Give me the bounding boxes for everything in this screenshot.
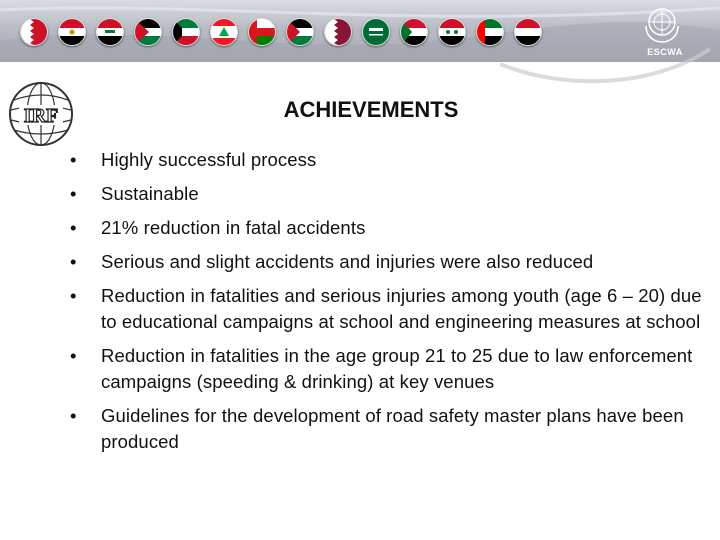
list-item — [70, 215, 710, 241]
escwa-label: ESCWA — [647, 47, 683, 57]
uae-flag — [476, 18, 504, 46]
yemen-flag — [514, 18, 542, 46]
bullet-marker: • — [70, 345, 77, 366]
list-item — [70, 283, 710, 335]
bullet-marker: • — [70, 149, 77, 170]
kuwait-flag — [172, 18, 200, 46]
list-item — [70, 147, 710, 173]
egypt-flag — [58, 18, 86, 46]
achievements-list — [70, 147, 710, 463]
irf-logo-text: IRF — [23, 105, 59, 127]
banner-swoosh-decoration — [500, 44, 720, 94]
un-emblem-icon — [640, 4, 684, 44]
list-item-text: Reduction in fatalities in the age group 21 to 25 due to law enforcement campaigns (speeding & drinking) at key venues — [101, 345, 693, 392]
syria-flag — [438, 18, 466, 46]
list-item-text: Reduction in fatalities and serious injuries among youth (age 6 – 20) due to educational campaigns at school and engineering measures at school — [101, 285, 702, 332]
list-item — [70, 343, 710, 395]
list-item-text: Highly successful process — [101, 149, 317, 170]
list-item — [70, 181, 710, 207]
bullet-marker: • — [70, 251, 77, 272]
bullet-marker: • — [70, 217, 77, 238]
jordan-flag — [134, 18, 162, 46]
iraq-flag — [96, 18, 124, 46]
member-flags-row — [0, 18, 560, 48]
list-item-text: Guidelines for the development of road safety master plans have been produced — [101, 405, 684, 452]
list-item — [70, 249, 710, 275]
oman-flag — [248, 18, 276, 46]
list-item-text: 21% reduction in fatal accidents — [101, 217, 366, 238]
list-item-text: Sustainable — [101, 183, 199, 204]
list-item — [70, 403, 710, 455]
bullet-marker: • — [70, 405, 77, 426]
lebanon-flag — [210, 18, 238, 46]
slide-title: ACHIEVEMENTS — [283, 97, 459, 122]
bullet-marker: • — [70, 285, 77, 306]
bahrain-flag — [20, 18, 48, 46]
sudan-flag — [400, 18, 428, 46]
palestine-flag — [286, 18, 314, 46]
saudi-arabia-flag — [362, 18, 390, 46]
list-item-text: Serious and slight accidents and injuries were also reduced — [101, 251, 594, 272]
qatar-flag — [324, 18, 352, 46]
bullet-marker: • — [70, 183, 77, 204]
